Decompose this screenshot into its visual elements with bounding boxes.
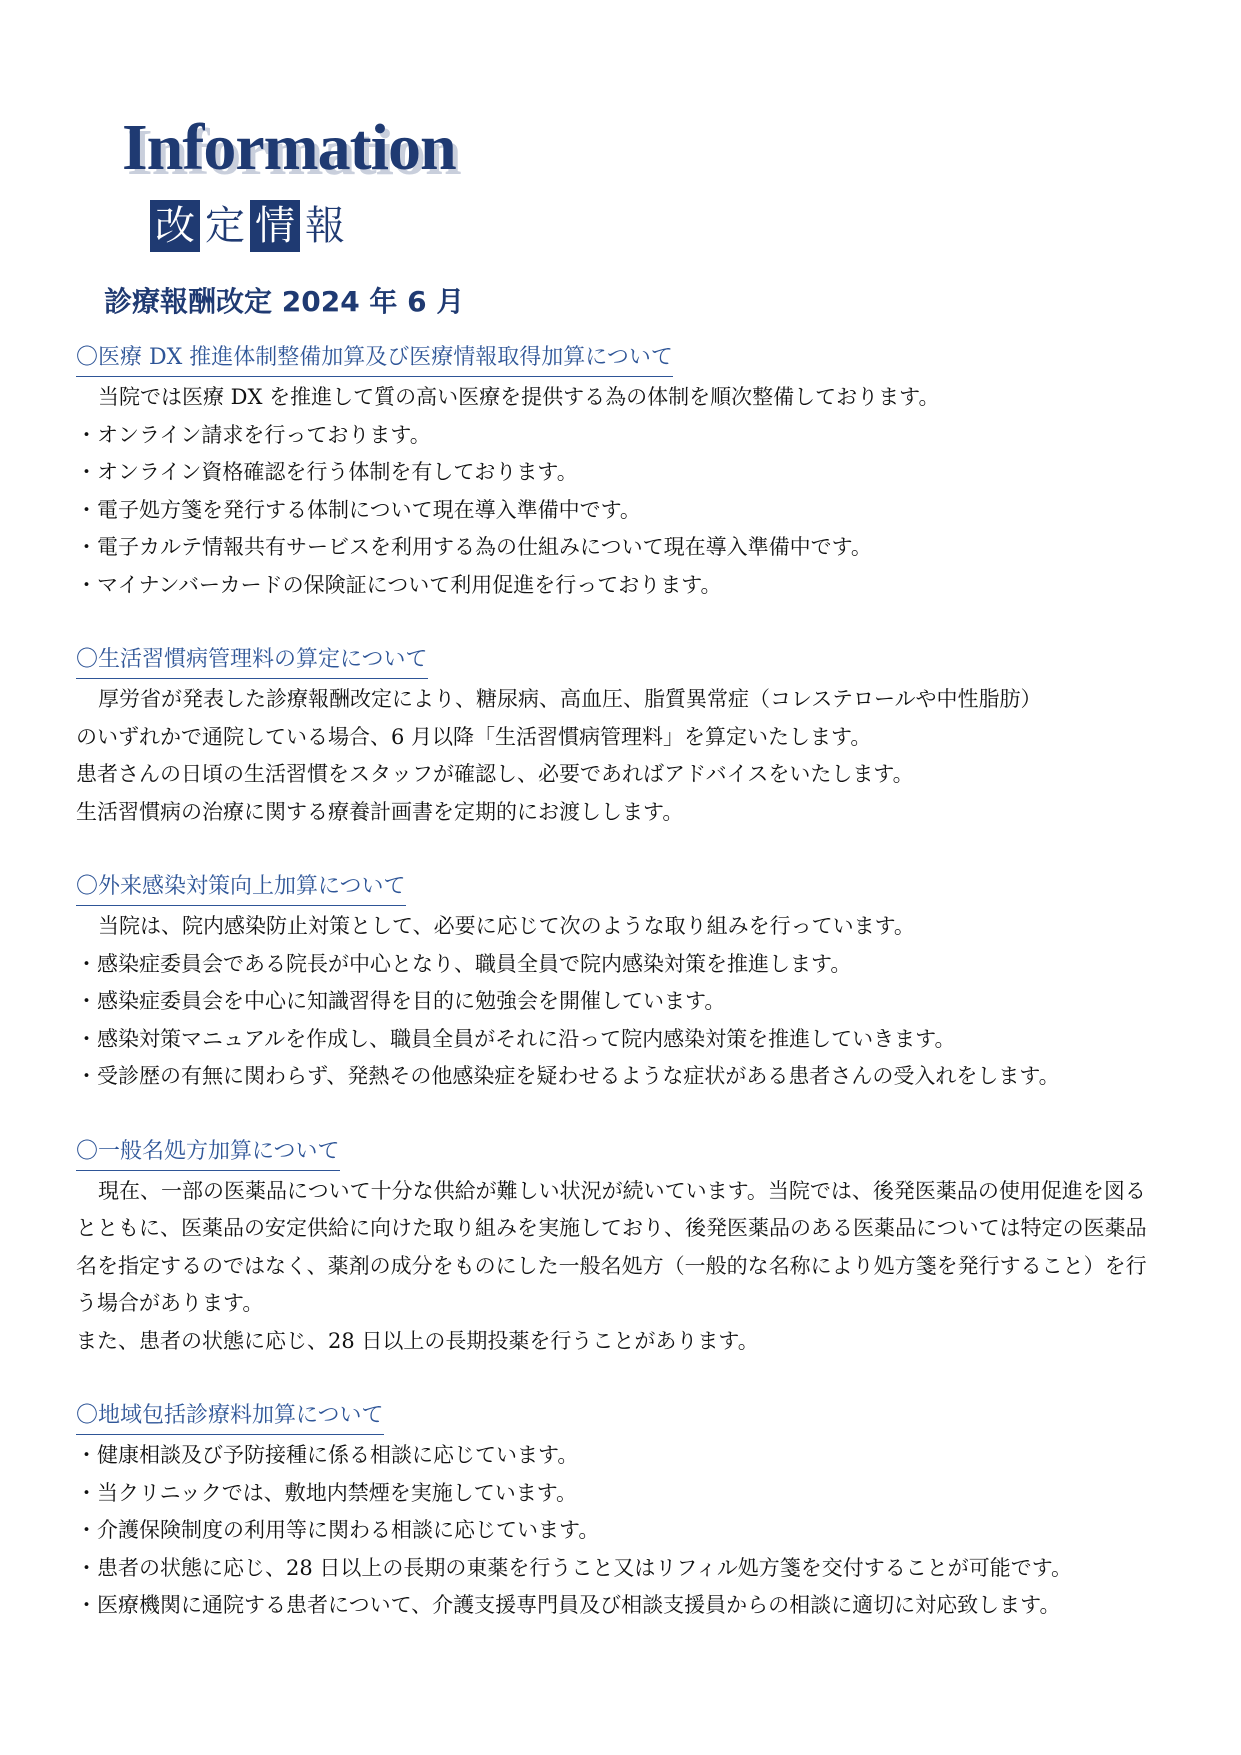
bullet-item: ・当クリニックでは、敷地内禁煙を実施しています。 — [76, 1480, 578, 1505]
section-medical-dx — [76, 340, 1166, 604]
bullet-item: ・マイナンバーカードの保険証について利用促進を行っております。 — [76, 572, 722, 597]
section-community-care — [76, 1398, 1166, 1625]
revision-heading: 診療報酬改定 2024 年 6 月 — [104, 285, 465, 318]
bullet-item: ・感染症委員会である院長が中心となり、職員全員で院内感染対策を推進します。 — [76, 951, 852, 976]
section-title: 〇生活習慣病管理料の算定について — [76, 642, 428, 679]
bullet-item: ・電子処方箋を発行する体制について現在導入準備中です。 — [76, 497, 641, 522]
subtitle-char-1: 改 — [150, 200, 200, 252]
text-line: 生活習慣病の治療に関する療養計画書を定期的にお渡しします。 — [76, 799, 684, 824]
revision-info-label — [150, 198, 350, 254]
section-infection-control — [76, 869, 1166, 1096]
bullet-item: ・医療機関に通院する患者について、介護支援専門員及び相談支援員からの相談に適切に対応致します。 — [76, 1593, 1061, 1617]
section-title: 〇外来感染対策向上加算について — [76, 869, 406, 906]
information-title: Information — [122, 111, 456, 184]
subtitle-char-3: 情 — [250, 200, 300, 252]
sections — [76, 340, 1166, 1663]
bullet-item: ・感染症委員会を中心に知識習得を目的に勉強会を開催しています。 — [76, 989, 726, 1013]
section-intro: 当院では医療 DX を推進して質の高い医療を提供する為の体制を順次整備しております。 — [98, 385, 940, 409]
section-lifestyle-disease — [76, 642, 1166, 831]
section-title: 〇医療 DX 推進体制整備加算及び医療情報取得加算について — [76, 340, 673, 377]
text-line: また、患者の状態に応じ、28 日以上の長期投薬を行うことがあります。 — [76, 1328, 759, 1353]
section-title: 〇一般名処方加算について — [76, 1134, 340, 1171]
section-title: 〇地域包括診療料加算について — [76, 1398, 384, 1435]
section-paragraph: 現在、一部の医薬品について十分な供給が難しい状況が続いています。当院では、後発医薬品の使用促進を図るとともに、医薬品の安定供給に向けた取り組みを実施しており、後発医薬品のある医薬品については特定の医薬品名を指定するのではなく、薬剤の成分をものにした一般名処方（一般的な名称により処方箋を発行すること）を行う場合があります。 — [76, 1178, 1147, 1315]
section-intro: 当院は、院内感染防止対策として、必要に応じて次のような取り組みを行っています。 — [98, 914, 915, 938]
bullet-item: ・患者の状態に応じ、28 日以上の長期の東薬を行うこと又はリフィル処方箋を交付することが可能です。 — [76, 1555, 1073, 1580]
section-intro: 厚労省が発表した診療報酬改定により、糖尿病、高血圧、脂質異常症（コレステロールや中性脂肪） — [98, 687, 1042, 711]
bullet-item: ・健康相談及び予防接種に係る相談に応じています。 — [76, 1443, 579, 1467]
subtitle-char-2: 定 — [205, 203, 245, 249]
bullet-item: ・受診歴の有無に関わらず、発熱その他感染症を疑わせるような症状がある患者さんの受入れをします。 — [76, 1064, 1060, 1088]
bullet-item: ・電子カルテ情報共有サービスを利用する為の仕組みについて現在導入準備中です。 — [76, 535, 872, 559]
text-line: のいずれかで通院している場合、6 月以降「生活習慣病管理料」を算定いたします。 — [76, 724, 872, 749]
bullet-item: ・感染対策マニュアルを作成し、職員全員がそれに沿って院内感染対策を推進していきます。 — [76, 1026, 956, 1051]
text-line: 患者さんの日頃の生活習慣をスタッフが確認し、必要であればアドバイスをいたします。 — [76, 762, 914, 786]
bullet-item: ・オンライン請求を行っております。 — [76, 422, 431, 447]
subtitle-char-4: 報 — [305, 203, 345, 249]
section-generic-prescription — [76, 1134, 1166, 1361]
bullet-item: ・介護保険制度の利用等に関わる相談に応じています。 — [76, 1518, 600, 1542]
bullet-item: ・オンライン資格確認を行う体制を有しております。 — [76, 460, 578, 484]
